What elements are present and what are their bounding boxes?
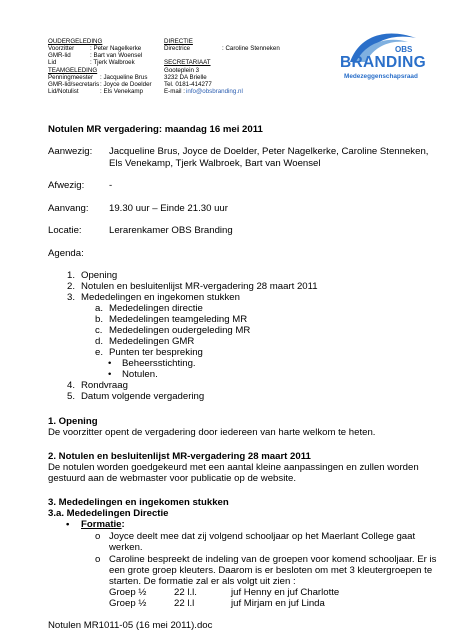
agenda-num-1: 1.	[67, 270, 76, 281]
formatie-label: Formatie	[81, 519, 122, 530]
section-2-line-2: gestuurd aan de webmaster voor publicatie op de website.	[48, 473, 296, 484]
afwezig-label: Afwezig:	[48, 180, 85, 191]
directie-role: Directrice	[164, 45, 191, 52]
formatie-heading	[81, 519, 125, 530]
agenda-item-4: Rondvraag	[81, 380, 128, 391]
aanwezig-line-2: Els Venekamp, Tjerk Walbroek, Bart van Woensel	[109, 158, 321, 169]
address-line-2: 3232 DA Brielle	[164, 74, 207, 81]
agenda-sub-c: Mededelingen oudergeleding MR	[109, 325, 251, 336]
group-1-teacher: juf Henny en juf Charlotte	[231, 587, 340, 598]
team-role-3: Lid/Notulist	[48, 88, 79, 95]
group-2-label: Groep ½	[109, 598, 147, 609]
agenda-bullet-1: Beheersstichting.	[122, 358, 196, 369]
team-name-2: : Joyce de Doelder	[100, 81, 152, 88]
group-1-size: 22 l.l.	[174, 587, 197, 598]
bullet-icon: •	[108, 358, 112, 369]
agenda-sub-num-a: a.	[95, 303, 104, 314]
oudergeleding-title: OUDERGELEDING	[48, 38, 103, 45]
directie-title: DIRECTIE	[164, 38, 193, 45]
agenda-item-2: Notulen en besluitenlijst MR-vergadering 28 maart 2011	[81, 281, 318, 292]
agenda-label: Agenda:	[48, 248, 84, 259]
aanvang-label: Aanvang:	[48, 203, 89, 214]
logo-name: BRANDING	[340, 54, 426, 71]
parent-role-2: GMR-lid	[48, 52, 71, 59]
agenda-sub-num-c: c.	[95, 325, 103, 336]
agenda-sub-e: Punten ter bespreking	[109, 347, 203, 358]
bullet-icon: •	[66, 519, 70, 530]
agenda-sub-num-e: e.	[95, 347, 104, 358]
email-label: E-mail :	[164, 88, 185, 95]
teamgeleding-title: TEAMGELEDING	[48, 67, 98, 74]
section-3-title: 3. Mededelingen en ingekomen stukken	[48, 497, 229, 508]
agenda-item-3: Mededelingen en ingekomen stukken	[81, 292, 240, 303]
formatie-point-2-line-2: een grote groep kleuters. Daarom is er besloten om met 3 kleutergroepen te	[109, 565, 433, 576]
page-title: Notulen MR vergadering: maandag 16 mei 2011	[48, 124, 263, 135]
agenda-num-2: 2.	[67, 281, 76, 292]
group-1-label: Groep ½	[109, 587, 147, 598]
section-3a-title: 3.a. Mededelingen Directie	[48, 508, 169, 519]
circle-bullet-icon: o	[95, 554, 101, 565]
formatie-point-1-line-2: werken.	[109, 542, 143, 553]
parent-role-1: Voorzitter	[48, 45, 75, 52]
team-role-2: GMR-lid/secretaris	[48, 81, 100, 88]
address-line-3: Tel. 0181-414277	[164, 81, 212, 88]
agenda-num-3: 3.	[67, 292, 76, 303]
agenda-item-1: Opening	[81, 270, 118, 281]
parent-name-2: : Bart van Woensel	[90, 52, 143, 59]
formatie-point-2-line-1: Caroline bespreekt de indeling van de groepen voor komend schooljaar. Er is	[109, 554, 437, 565]
bullet-icon: •	[108, 369, 112, 380]
locatie-value: Lerarenkamer OBS Branding	[109, 225, 233, 236]
group-2-size: 22 l.l	[174, 598, 195, 609]
team-name-1: : Jacqueline Brus	[100, 74, 148, 81]
directie-name: : Caroline Stenneken	[222, 45, 280, 52]
agenda-bullet-2: Notulen.	[122, 369, 158, 380]
agenda-sub-num-d: d.	[95, 336, 104, 347]
formatie-colon: :	[121, 519, 125, 530]
aanvang-value: 19.30 uur – Einde 21.30 uur	[109, 203, 228, 214]
obs-branding-logo	[340, 28, 426, 88]
aanwezig-label: Aanwezig:	[48, 146, 93, 157]
group-2-teacher: juf Mirjam en juf Linda	[231, 598, 325, 609]
agenda-num-5: 5.	[67, 391, 76, 402]
aanwezig-line-1: Jacqueline Brus, Joyce de Doelder, Peter Nagelkerke, Caroline Stenneken,	[109, 146, 429, 157]
agenda-sub-b: Mededelingen teamgeleding MR	[109, 314, 248, 325]
locatie-label: Locatie:	[48, 225, 82, 236]
agenda-sub-num-b: b.	[95, 314, 104, 325]
parent-role-3: Lid	[48, 59, 57, 66]
team-role-1: Penningmeester	[48, 74, 94, 81]
address-line-1: Gooteplein 3	[164, 67, 200, 74]
email-link[interactable]: info@obsbranding.nl	[186, 88, 243, 95]
section-2-title: 2. Notulen en besluitenlijst MR-vergadering 28 maart 2011	[48, 451, 311, 462]
logo-tagline: Medezeggenschapsraad	[344, 73, 418, 80]
circle-bullet-icon: o	[95, 531, 101, 542]
parent-name-3: : Tjerk Walbroek	[90, 59, 135, 66]
formatie-point-1-line-1: Joyce deelt mee dat zij volgend schooljaar op het Maerlant College gaat	[109, 531, 416, 542]
formatie-point-2-line-3: starten. De formatie zal er als volgt uit zien :	[109, 576, 296, 587]
footer-filename: Notulen MR1011-05 (16 mei 2011).doc	[48, 620, 213, 631]
secretariaat-title: SECRETARIAAT	[164, 59, 211, 66]
section-1-title: 1. Opening	[48, 416, 98, 427]
section-1-text: De voorzitter opent de vergadering door iedereen van harte welkom te heten.	[48, 427, 376, 438]
logo-top-text: OBS	[395, 45, 413, 54]
agenda-item-5: Datum volgende vergadering	[81, 391, 205, 402]
section-2-line-1: De notulen worden goedgekeurd met een aantal kleine aanpassingen en zullen worden	[48, 462, 419, 473]
agenda-sub-d: Mededelingen GMR	[109, 336, 195, 347]
agenda-sub-a: Mededelingen directie	[109, 303, 203, 314]
agenda-num-4: 4.	[67, 380, 76, 391]
afwezig-value: -	[109, 180, 113, 191]
team-name-3: : Els Venekamp	[100, 88, 143, 95]
parent-name-1: : Peter Nagelkerke	[90, 45, 142, 52]
